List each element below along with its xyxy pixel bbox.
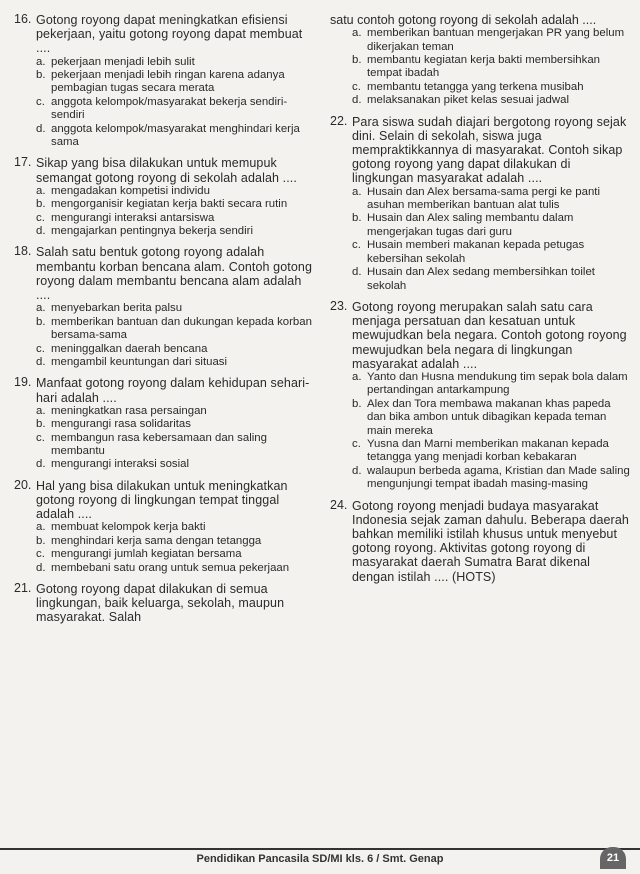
option-a[interactable]: a. memberikan bantuan mengerjakan PR yang belum dikerjakan teman (352, 27, 625, 53)
option-d[interactable]: d. membebani satu orang untuk semua pekerjaan (36, 561, 290, 574)
option-b[interactable]: b. mengurangi rasa solidaritas (36, 418, 191, 431)
question-number: 24. (330, 497, 348, 512)
question-text: Para siswa sudah diajari bergotong royong sejak dini. Selain di sekolah, siswa juga mempraktikkannya di masyarakat. Contoh sikap gotong royong yang dapat dilakukan di lingkungan masyarakat adalah .... (352, 114, 627, 186)
question-number: 23. (330, 298, 348, 313)
option-d[interactable]: d. Husain dan Alex sedang membersihkan toilet sekolah (352, 266, 595, 292)
page-footer: Pendidikan Pancasila SD/MI kls. 6 / Smt. Genap (0, 848, 640, 874)
option-d[interactable]: d. mengajarkan pentingnya bekerja sendiri (36, 225, 253, 238)
question-19 (14, 376, 314, 471)
question-17 (14, 156, 314, 238)
question-24 (330, 499, 630, 584)
option-b[interactable]: b. Alex dan Tora membawa makanan khas papeda dan bika ambon untuk dibagikan kepada teman main mereka (352, 397, 611, 437)
question-number: 20. (14, 477, 32, 492)
option-c[interactable]: c. Yusna dan Marni memberikan makanan kepada tetangga yang menjadi korban kebakaran (352, 437, 609, 464)
option-c[interactable]: c. Husain memberi makanan kepada petugas kebersihan sekolah (352, 239, 585, 265)
question-20 (14, 479, 314, 575)
option-b[interactable]: b. Husain dan Alex saling membantu dalam mengerjakan tugas dari guru (352, 212, 574, 238)
option-c[interactable]: c. meninggalkan daerah bencana (36, 342, 208, 355)
option-a[interactable]: a. membuat kelompok kerja bakti (36, 521, 206, 534)
page-number: 21 (600, 847, 626, 869)
question-text: Salah satu bentuk gotong royong adalah membantu korban bencana alam. Contoh gotong royong dalam membantu bencana alam adalah .... (36, 245, 313, 303)
option-b[interactable]: b. pekerjaan menjadi lebih ringan karena adanya pembagian tugas secara merata (36, 69, 285, 95)
option-c[interactable]: c. anggota kelompok/masyarakat bekerja sendiri-sendiri (36, 95, 288, 122)
left-column (14, 13, 314, 632)
option-c[interactable]: c. mengurangi jumlah kegiatan bersama (36, 548, 242, 561)
option-b[interactable]: b. mengorganisir kegiatan kerja bakti secara rutin (36, 198, 288, 211)
question-number: 18. (14, 244, 32, 259)
question-text: Gotong royong dapat dilakukan di semua lingkungan, baik keluarga, sekolah, maupun masyarakat. Salah (36, 582, 285, 625)
option-a[interactable]: a. Yanto dan Husna mendukung tim sepak bola dalam pertandingan antarkampung (352, 370, 628, 397)
option-a[interactable]: a. Husain dan Alex bersama-sama pergi ke panti asuhan memberikan bantuan alat tulis (352, 185, 601, 212)
question-text: Manfaat gotong royong dalam kehidupan sehari-hari adalah .... (36, 376, 310, 405)
question-text: Hal yang bisa dilakukan untuk meningkatkan gotong royong di lingkungan tempat tinggal adalah .... (36, 478, 288, 522)
right-column (330, 13, 630, 591)
option-b[interactable]: b. menghindari kerja sama dengan tetangga (36, 534, 262, 547)
option-d[interactable]: d. anggota kelompok/masyarakat menghindari kerja sama (36, 122, 300, 149)
question-22 (330, 115, 630, 293)
question-16 (14, 13, 314, 149)
question-21-continued (330, 13, 630, 108)
question-text: Sikap yang bisa dilakukan untuk memupuk semangat gotong royong di sekolah adalah .... (36, 156, 297, 185)
option-c[interactable]: c. membangun rasa kebersamaan dan saling membantu (36, 431, 267, 457)
question-number: 19. (14, 375, 32, 390)
question-18 (14, 245, 314, 369)
question-number: 22. (330, 113, 348, 128)
option-d[interactable]: d. melaksanakan piket kelas sesuai jadwal (352, 94, 569, 107)
option-b[interactable]: b. memberikan bantuan dan dukungan kepada korban bersama-sama (36, 315, 312, 342)
question-number: 17. (14, 155, 32, 170)
question-text: Gotong royong merupakan salah satu cara menjaga persatuan dan kesatuan untuk mewujudkan bela negara. Contoh gotong royong mewujudkan bela negara di lingkungan masyarakat adalah .... (352, 299, 627, 371)
question-number: 21. (14, 581, 32, 595)
option-b[interactable]: b. membantu kegiatan kerja bakti membersihkan tempat ibadah (352, 54, 600, 80)
question-text: Gotong royong menjadi budaya masyarakat Indonesia sejak zaman dahulu. Beberapa daerah bahkan memiliki istilah khusus untuk menyebut gotong royong. Aktivitas gotong royong di masyarakat daerah Sumatra Barat dikenal dengan istilah .... (HOTS) (352, 498, 629, 584)
option-d[interactable]: d. mengambil keuntungan dari situasi (36, 355, 228, 368)
option-d[interactable]: d. mengurangi interaksi sosial (36, 458, 190, 471)
question-21 (14, 582, 314, 625)
option-a[interactable]: a. pekerjaan menjadi lebih sulit (36, 55, 195, 68)
question-23 (330, 300, 630, 492)
option-c[interactable]: c. membantu tetangga yang terkena musibah (352, 80, 584, 93)
option-a[interactable]: a. menyebarkan berita palsu (36, 302, 183, 315)
question-text: Gotong royong dapat meningkatkan efisiensi pekerjaan, yaitu gotong royong dapat membuat .... (36, 13, 303, 56)
question-text: satu contoh gotong royong di sekolah adalah .... (330, 13, 597, 27)
question-number: 16. (14, 12, 32, 26)
option-d[interactable]: d. walaupun berbeda agama, Kristian dan Made saling mengunjungi tempat ibadah masing-masing (352, 464, 630, 491)
option-c[interactable]: c. mengurangi interaksi antarsiswa (36, 211, 215, 224)
option-a[interactable]: a. mengadakan kompetisi individu (36, 184, 210, 197)
option-a[interactable]: a. meningkatkan rasa persaingan (36, 404, 207, 417)
